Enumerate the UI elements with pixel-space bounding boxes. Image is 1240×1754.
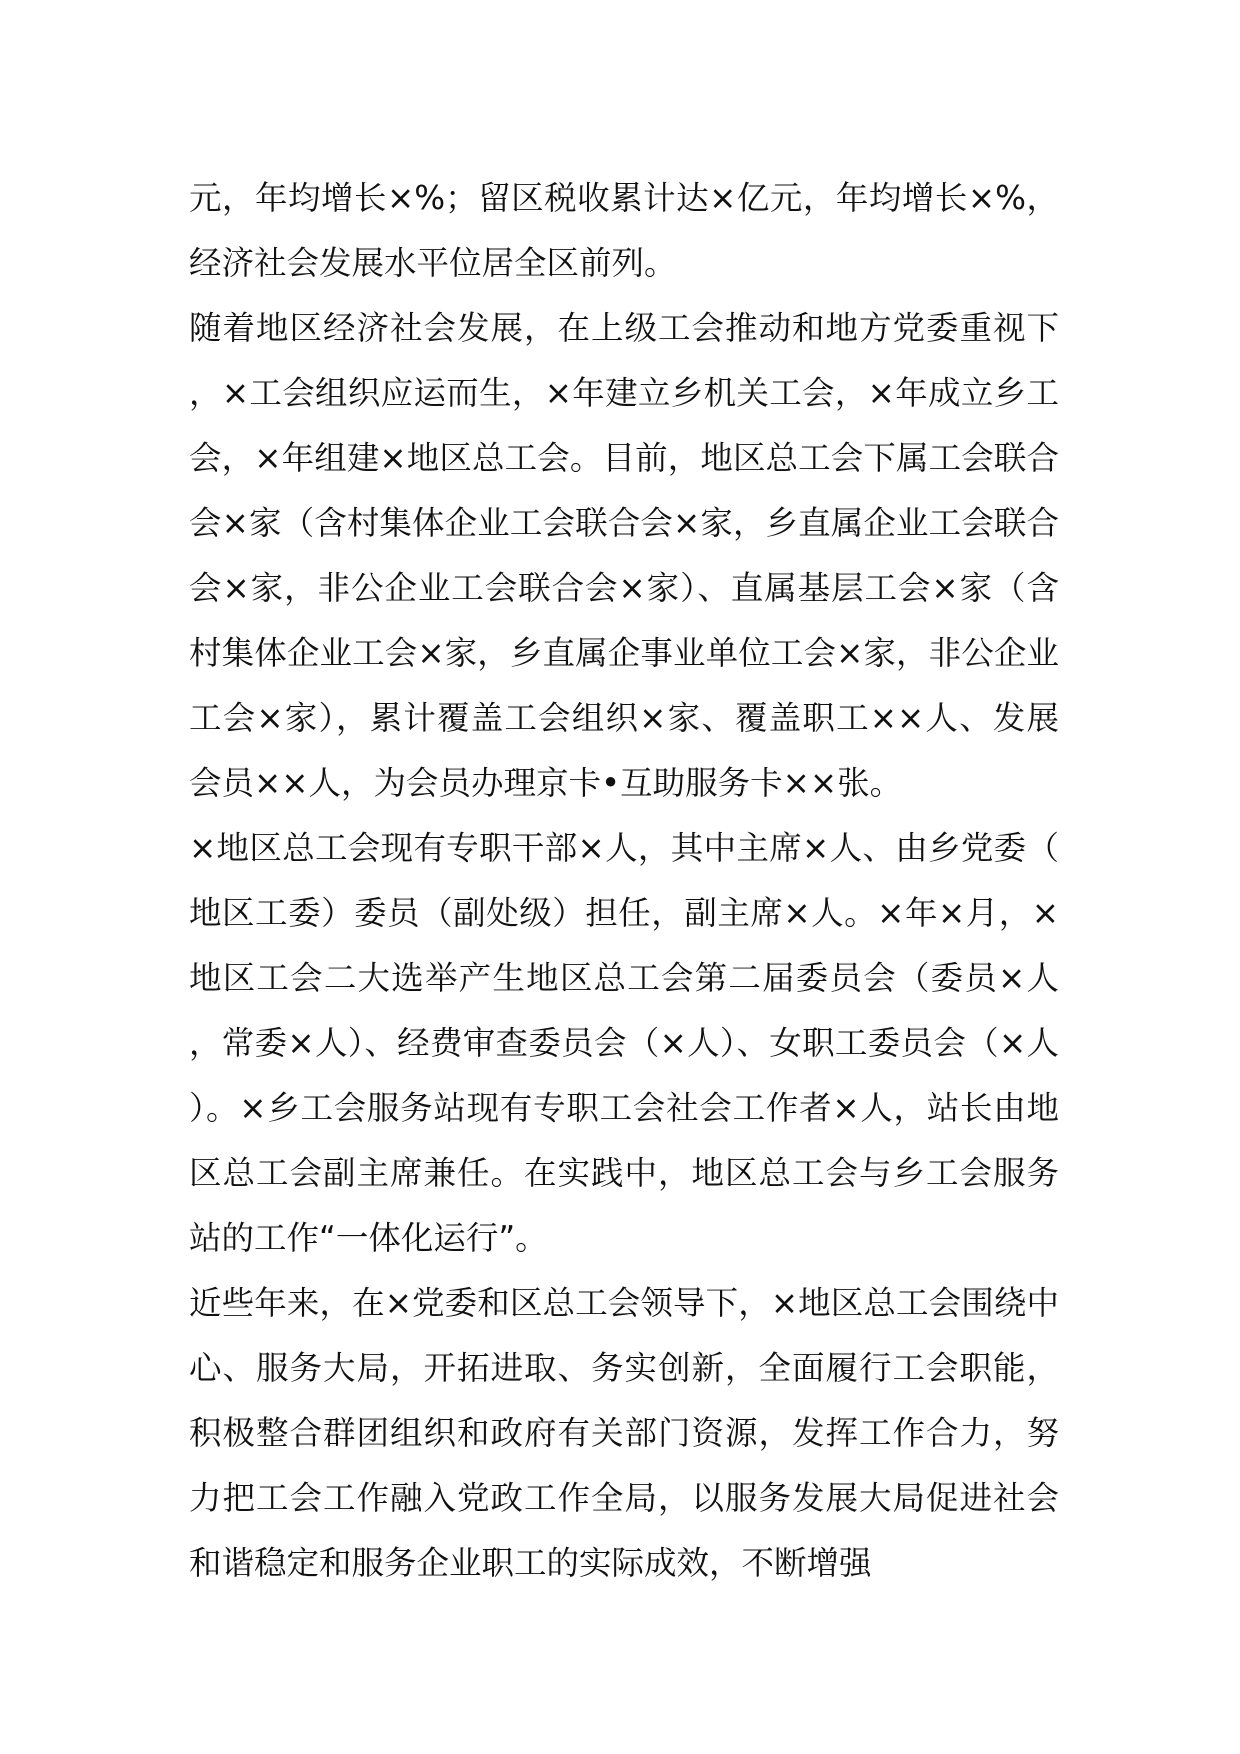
paragraph-recent-work: 近些年来，在×党委和区总工会领导下，×地区总工会围绕中心、服务大局，开拓进取、务实创新，全面履行工会职能，积极整合群团组织和政府有关部门资源，发挥工作合力，努力把工会工作融入党政工作全局，以服务发展大局促进社会和谐稳定和服务企业职工的实际成效，不断增强 <box>189 1284 1059 1582</box>
document-body <box>189 166 1059 1596</box>
paragraph-union-staff: ×地区总工会现有专职干部×人，其中主席×人、由乡党委（地区工委）委员（副处级）担任，副主席×人。×年×月，×地区工会二大选举产生地区总工会第二届委员会（委员×人，常委×人）、经费审查委员会（×人）、女职工委员会（×人）。×乡工会服务站现有专职工会社会工作者×人，站长由地区总工会副主席兼任。在实践中，地区总工会与乡工会服务站的工作“一体化运行”。 <box>189 829 1059 1257</box>
paragraph-union-organization: 随着地区经济社会发展，在上级工会推动和地方党委重视下，×工会组织应运而生，×年建立乡机关工会，×年成立乡工会，×年组建×地区总工会。目前，地区总工会下属工会联合会×家（含村集体企业工会联合会×家，乡直属企业工会联合会×家，非公企业工会联合会×家）、直属基层工会×家（含村集体企业工会×家，乡直属企事业单位工会×家，非公企业工会×家），累计覆盖工会组织×家、覆盖职工××人、发展会员××人，为会员办理京卡•互助服务卡××张。 <box>189 309 1059 802</box>
paragraph-economy-summary: 元，年均增长×%；留区税收累计达×亿元，年均增长×%，经济社会发展水平位居全区前列。 <box>189 179 1059 282</box>
